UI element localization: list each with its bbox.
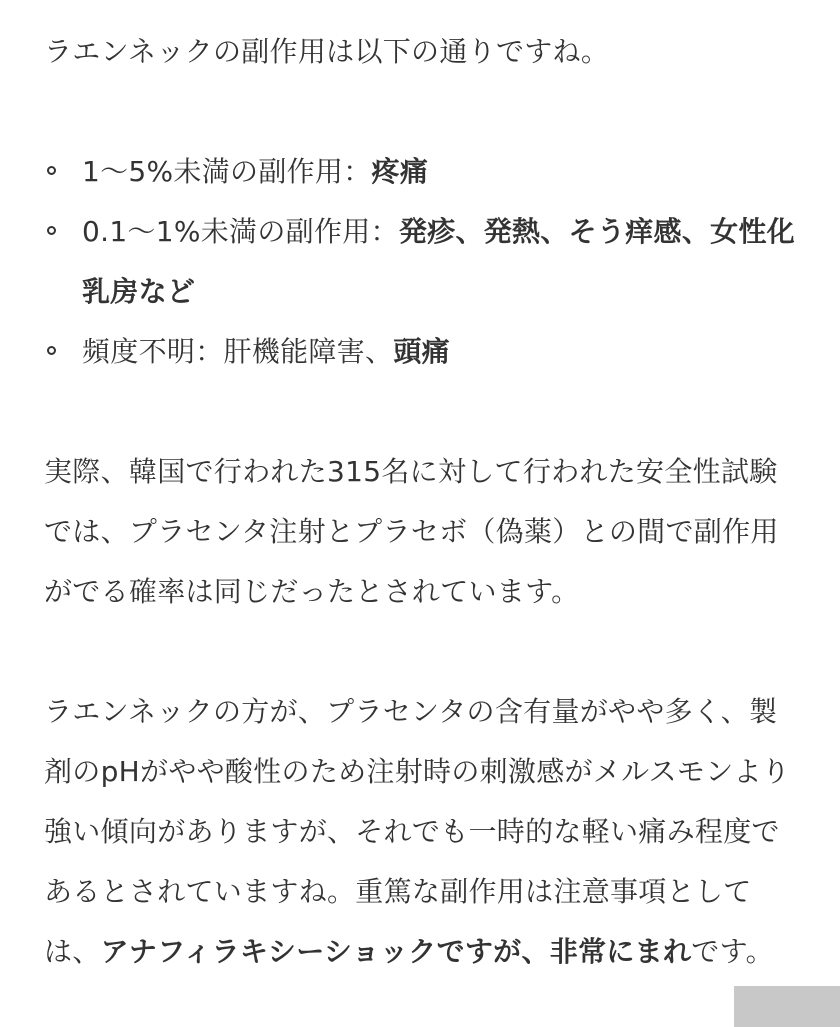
bullet-icon	[47, 226, 56, 235]
side-effect-label: 0.1〜1%未満の副作用：	[82, 215, 399, 248]
article-body	[44, 22, 796, 982]
comparison-bold-text: アナフィラキシーショックですが、非常にまれ	[100, 935, 692, 968]
intro-paragraph: ラエンネックの副作用は以下の通りですね。	[44, 35, 610, 68]
list-item	[44, 202, 796, 322]
trial-paragraph: 実際、韓国で行われた315名に対して行われた安全性試験では、プラセンタ注射とプラセボ（偽薬）との間で副作用がでる確率は同じだったとされています。	[44, 455, 779, 608]
comparison-text: ラエンネックの方が、プラセンタの含有量がやや多く、製剤のpHがやや酸性のため注射時の刺激感がメルスモンより強い傾向がありますが、それでも一時的な軽い痛み程度であるとされていますね。重篤な副作用は注意事項としては、	[44, 695, 791, 968]
side-effect-value: 発疹、発熱、そう痒感、女性化乳房など	[82, 215, 796, 308]
scroll-to-top-button[interactable]	[734, 986, 840, 1027]
list-item	[44, 322, 796, 382]
side-effect-value: 頭痛	[393, 335, 450, 368]
side-effect-label: 頻度不明：肝機能障害、	[82, 335, 394, 368]
bullet-icon	[47, 346, 56, 355]
side-effect-value: 疼痛	[371, 155, 429, 188]
side-effects-list	[44, 142, 796, 382]
comparison-paragraph	[44, 682, 796, 982]
side-effect-label: 1〜5%未満の副作用：	[82, 155, 372, 188]
list-item	[44, 142, 796, 202]
comparison-tail: です。	[691, 935, 774, 968]
bullet-icon	[47, 166, 56, 175]
